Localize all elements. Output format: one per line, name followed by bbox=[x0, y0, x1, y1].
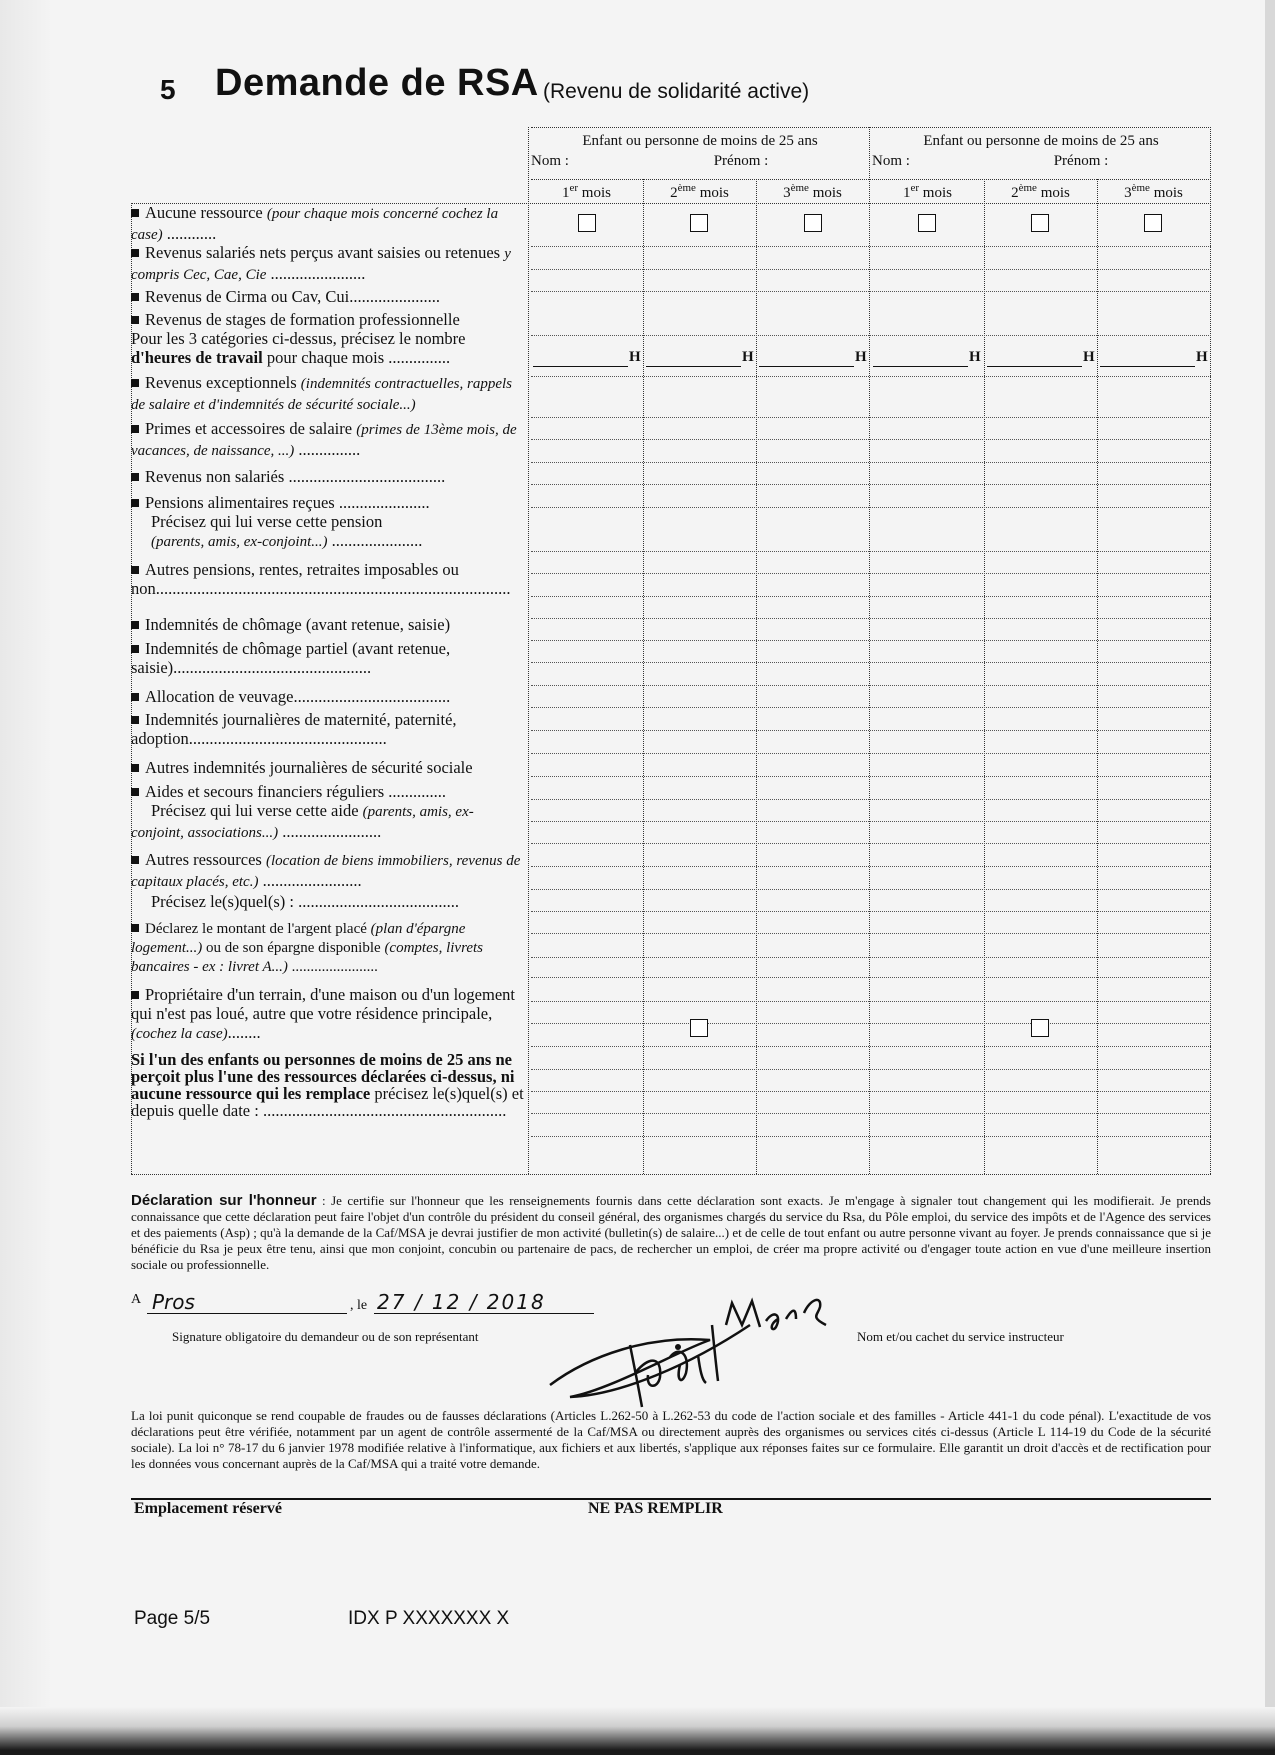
row-separator bbox=[531, 685, 1211, 686]
label-text: Autres indemnités journalières de sécurité sociale bbox=[145, 758, 473, 777]
col-divider bbox=[528, 127, 529, 1174]
label-text: pour chaque mois bbox=[262, 348, 385, 367]
month-word: mois bbox=[1040, 185, 1070, 201]
month-header-4 bbox=[871, 182, 984, 202]
month-sup: ème bbox=[1018, 182, 1037, 194]
bullet-icon bbox=[131, 499, 139, 507]
hours-unit: H bbox=[1196, 349, 1208, 365]
label-bold: Si l'un des enfants ou personnes de moins de 25 ans ne perçoit plus l'une des ressources déclarées ci-dessus, ni aucune ressource qui les remplace bbox=[131, 1050, 515, 1103]
bullet-icon bbox=[131, 473, 139, 481]
hours-unit: H bbox=[629, 349, 641, 365]
no-resource-checkbox-c1-m1[interactable] bbox=[578, 214, 596, 232]
label-dots: ...................... bbox=[327, 531, 423, 550]
bullet-icon bbox=[131, 425, 139, 433]
label-italic: (plan d'épargne logement...) bbox=[131, 921, 466, 956]
label-text: précisez le(s)quel(s) et depuis quelle date : bbox=[131, 1084, 524, 1120]
row-other-daily-allowances bbox=[131, 758, 526, 777]
label-text: Pour les 3 catégories ci-dessus, précisez le nombre bbox=[131, 329, 466, 348]
reserved-area-label: Emplacement réservé bbox=[134, 1500, 282, 1517]
label-italic: (primes de 13ème mois, de vacances, de naissance, ...) bbox=[131, 422, 517, 459]
label-dots: ....................... bbox=[287, 959, 378, 975]
hours-field-c2-m3[interactable] bbox=[1100, 366, 1195, 367]
child-1-header: Enfant ou personne de moins de 25 ans bbox=[582, 133, 818, 149]
declaration-text: : Je certifie sur l'honneur que les renseignements fournis dans cette déclaration sont exacts. Je m'engage à signaler tout changement qui les modifierait. Je prends connaissance que cette déclaration peut faire l'objet d'un contrôle du président du conseil général, des organismes chargés du service du Rsa, du Pôle emploi, du service des impôts et de l'Agence des services et des paiements (Asp) ; qu'à la demande de la Caf/MSA je devrai justifier de mon activité (bulletin(s) de salaire...) et de celle de tout enfant ou autre personne vivant au foyer. Je prends connaissance que si je bénéficie du Rsa je peux être tenu, ainsi que mon conjoint, concubin ou partenaire de pacs, de rechercher un emploi, de créer ma propre activité ou d'engager toute action en vue d'une meilleure insertion sociale ou professionnelle. bbox=[131, 1193, 1211, 1272]
child-2-prenom-label: Prénom : bbox=[1053, 153, 1109, 169]
row-separator bbox=[531, 799, 1211, 800]
no-resource-checkbox-c1-m3[interactable] bbox=[804, 214, 822, 232]
page-subtitle: (Revenu de solidarité active) bbox=[543, 80, 810, 103]
label-dots: ............... bbox=[384, 348, 451, 367]
label-text: Précisez le(s)quel(s) : bbox=[151, 892, 299, 911]
month-word: mois bbox=[922, 185, 952, 201]
col-divider bbox=[869, 127, 870, 1174]
row-separator bbox=[531, 335, 1211, 336]
label-dots: ........................................................... bbox=[262, 1101, 507, 1120]
no-resource-checkbox-c1-m2[interactable] bbox=[690, 214, 708, 232]
label-text: Déclarez le montant de l'argent placé bbox=[145, 921, 371, 937]
bullet-icon bbox=[131, 621, 139, 629]
scan-edge-left bbox=[0, 0, 52, 1755]
row-savings bbox=[131, 920, 526, 977]
month-sup: ème bbox=[790, 182, 809, 194]
hours-field-c1-m1[interactable] bbox=[533, 366, 628, 367]
row-separator bbox=[531, 596, 1211, 597]
row-stopped-resources bbox=[131, 1051, 526, 1119]
bullet-icon bbox=[131, 566, 139, 574]
label-dots: ................................................ bbox=[173, 658, 372, 677]
row-widowhood bbox=[131, 687, 526, 706]
resources-table bbox=[131, 127, 1211, 1174]
declaration-title: Déclaration sur l'honneur bbox=[131, 1192, 317, 1209]
label-dots: ...................... bbox=[349, 287, 440, 306]
label-dots: ...................................... bbox=[293, 687, 451, 706]
header-divider bbox=[531, 179, 1211, 180]
bullet-icon bbox=[131, 856, 139, 864]
month-word: mois bbox=[812, 185, 842, 201]
bullet-icon bbox=[131, 991, 139, 999]
label-italic: (indemnités contractuelles, rappels de salaire et d'indemnités de sécurité sociale...) bbox=[131, 376, 513, 413]
child-2-nom-label: Nom : bbox=[872, 153, 910, 169]
label-italic: (parents, amis, ex-conjoint, associations...) bbox=[131, 804, 474, 841]
row-non-salaried bbox=[131, 467, 526, 486]
row-bonuses bbox=[131, 419, 526, 461]
row-separator bbox=[531, 662, 1211, 663]
service-stamp-label: Nom et/ou cachet du service instructeur bbox=[857, 1329, 1064, 1344]
label-text: Précisez qui lui verse cette pension bbox=[151, 512, 383, 531]
col-divider bbox=[643, 179, 644, 1174]
child-1-prenom-label: Prénom : bbox=[713, 153, 769, 169]
row-exceptional bbox=[131, 373, 526, 415]
row-separator bbox=[531, 573, 1211, 574]
hours-unit: H bbox=[742, 349, 754, 365]
label-text: Primes et accessoires de salaire bbox=[145, 419, 357, 438]
row-property bbox=[131, 985, 526, 1044]
row-net-salary bbox=[131, 243, 526, 285]
document-index: IDX P XXXXXXX X bbox=[348, 1608, 510, 1629]
row-separator bbox=[531, 977, 1211, 978]
month-sup: er bbox=[910, 182, 920, 194]
label-bold: d'heures de travail bbox=[131, 348, 263, 367]
row-financial-aid bbox=[131, 782, 526, 843]
table-top-border bbox=[531, 127, 1211, 128]
month-header-1 bbox=[530, 182, 643, 202]
place-field[interactable]: Pros bbox=[152, 1290, 195, 1314]
label-dots: ................................................ bbox=[188, 729, 387, 748]
row-no-resource bbox=[131, 203, 526, 245]
do-not-fill-label: NE PAS REMPLIR bbox=[588, 1500, 723, 1517]
row-separator bbox=[531, 640, 1211, 641]
row-separator bbox=[531, 866, 1211, 867]
label-dots: ........................ bbox=[278, 822, 382, 841]
row-training bbox=[131, 310, 526, 367]
label-italic: (pour chaque mois concerné cochez la case) bbox=[131, 206, 499, 243]
label-italic: (parents, amis, ex-conjoint...) bbox=[151, 534, 328, 550]
row-alimony bbox=[131, 493, 526, 552]
date-label: , le bbox=[350, 1298, 368, 1313]
row-unemployment bbox=[131, 615, 526, 634]
row-separator bbox=[531, 933, 1211, 934]
label-dots: ....................... bbox=[266, 264, 366, 283]
row-separator bbox=[531, 618, 1211, 619]
label-italic: (cochez la case) bbox=[131, 1026, 228, 1042]
label-dots: ........ bbox=[227, 1023, 261, 1042]
row-separator bbox=[531, 1001, 1211, 1002]
no-resource-checkbox-c2-m1[interactable] bbox=[918, 214, 936, 232]
label-text: Revenus salariés nets perçus avant saisies ou retenues bbox=[145, 243, 505, 262]
row-cirma bbox=[131, 287, 526, 306]
page-title: Demande de RSA bbox=[215, 62, 539, 104]
row-separator bbox=[531, 843, 1211, 844]
legal-notice: La loi punit quiconque se rend coupable de fraudes ou de fausses déclarations (Articles L.262-50 à L.262-53 du code de l'action sociale et des familles - Article 441-1 du code pénal). L'exactitude de vos déclarations peut être vérifiée, notamment par un agent de contrôle assermenté de la Caf/MSA ou directement auprès des organismes ou services cités ci-dessus (Article L 114-19 du Code de la sécurité sociale). La loi n° 78-17 du 6 janvier 1978 modifiée relative à l'informatique, aux fichiers et aux libertés, s'applique aux réponses faites sur ce formulaire. Elle garantit un droit d'accès et de rectification pour les données vous concernant auprès de la Caf/MSA qui a traité votre demande. bbox=[131, 1408, 1211, 1471]
bullet-icon bbox=[131, 693, 139, 701]
month-word: mois bbox=[581, 185, 611, 201]
row-separator bbox=[531, 889, 1211, 890]
label-dots: ........................ bbox=[258, 871, 362, 890]
label-dots: ...................................... bbox=[288, 467, 446, 486]
label-text: Indemnités de chômage (avant retenue, saisie) bbox=[145, 615, 451, 634]
scan-shadow-bottom bbox=[0, 1707, 1275, 1755]
hours-field-c1-m3[interactable] bbox=[759, 366, 854, 367]
row-other-pensions bbox=[131, 560, 526, 598]
col-divider bbox=[984, 179, 985, 1174]
row-separator bbox=[531, 1136, 1211, 1137]
month-num: 2 bbox=[1011, 185, 1019, 201]
bullet-icon bbox=[131, 293, 139, 301]
label-text: Précisez qui lui verse cette aide bbox=[151, 801, 363, 820]
row-separator bbox=[531, 776, 1211, 777]
child-1-nom-label: Nom : bbox=[531, 153, 569, 169]
row-separator bbox=[531, 417, 1211, 418]
month-sup: ème bbox=[1131, 182, 1150, 194]
label-bold: Aucune bbox=[145, 203, 197, 222]
row-separator bbox=[531, 1113, 1211, 1114]
row-separator bbox=[531, 462, 1211, 463]
property-checkbox-child-1[interactable] bbox=[690, 1019, 708, 1037]
label-text: Propriétaire d'un terrain, d'une maison ou d'un logement qui n'est pas loué, autre que votre résidence principale, bbox=[131, 985, 515, 1023]
label-dots: ...................................................................................... bbox=[155, 579, 511, 598]
month-header-3 bbox=[756, 182, 869, 202]
table-bottom-border bbox=[131, 1174, 1211, 1175]
row-separator bbox=[531, 1069, 1211, 1070]
month-header-2 bbox=[643, 182, 756, 202]
label-text: Indemnités de chômage partiel (avant retenue, saisie) bbox=[131, 639, 451, 677]
label-text: Revenus de stages de formation professionnelle bbox=[145, 310, 460, 329]
child-2-header: Enfant ou personne de moins de 25 ans bbox=[923, 133, 1159, 149]
declaration-on-honour bbox=[131, 1193, 1211, 1273]
table-right-border bbox=[1210, 127, 1211, 1174]
hours-unit: H bbox=[1083, 349, 1095, 365]
place-label: A bbox=[131, 1292, 142, 1307]
label-text: Revenus non salariés bbox=[145, 467, 289, 486]
label-text: Revenus de Cirma ou Cav, Cui bbox=[145, 287, 350, 306]
scan-edge-right bbox=[1265, 0, 1275, 1755]
month-num: 3 bbox=[783, 185, 791, 201]
bullet-icon bbox=[131, 788, 139, 796]
hours-field-c1-m2[interactable] bbox=[646, 366, 741, 367]
date-field[interactable]: 27 / 12 / 2018 bbox=[377, 1290, 546, 1314]
signature-label: Signature obligatoire du demandeur ou de son représentant bbox=[172, 1329, 479, 1344]
row-separator bbox=[531, 753, 1211, 754]
label-text: Autres pensions, rentes, retraites imposables ou non bbox=[131, 560, 459, 598]
bullet-icon bbox=[131, 249, 139, 257]
label-text: Indemnités journalières de maternité, paternité, adoption bbox=[131, 710, 457, 748]
label-dots: ...................... bbox=[338, 493, 430, 512]
month-num: 3 bbox=[1124, 185, 1132, 201]
label-text: Autres ressources bbox=[145, 850, 266, 869]
row-separator bbox=[531, 1023, 1211, 1024]
month-sup: ème bbox=[677, 182, 696, 194]
row-partial-unemployment bbox=[131, 639, 526, 677]
no-resource-checkbox-c2-m3[interactable] bbox=[1144, 214, 1162, 232]
no-resource-checkbox-c2-m2[interactable] bbox=[1031, 214, 1049, 232]
label-dots: ............... bbox=[294, 440, 361, 459]
col-divider bbox=[1097, 179, 1098, 1174]
month-num: 2 bbox=[670, 185, 678, 201]
handwritten-signature bbox=[530, 1285, 860, 1415]
label-italic: y compris Cec, Cae, Cie bbox=[131, 246, 511, 283]
hours-unit: H bbox=[969, 349, 981, 365]
label-text: ou de son épargne disponible bbox=[202, 940, 385, 956]
label-dots: ............ bbox=[162, 224, 217, 243]
row-separator bbox=[531, 439, 1211, 440]
month-header-6 bbox=[1097, 182, 1210, 202]
label-text: Aides et secours financiers réguliers bbox=[145, 782, 389, 801]
bullet-icon bbox=[131, 316, 139, 324]
bullet-icon bbox=[131, 716, 139, 724]
label-text: Revenus exceptionnels bbox=[145, 373, 301, 392]
row-separator bbox=[531, 707, 1211, 708]
row-separator bbox=[531, 1091, 1211, 1092]
hours-field-c2-m1[interactable] bbox=[873, 366, 968, 367]
row-separator bbox=[531, 730, 1211, 731]
row-separator bbox=[531, 507, 1211, 508]
place-underline bbox=[147, 1313, 347, 1314]
row-separator bbox=[531, 821, 1211, 822]
row-separator bbox=[531, 269, 1211, 270]
row-separator bbox=[531, 291, 1211, 292]
row-separator bbox=[531, 1046, 1211, 1047]
month-num: 1 bbox=[903, 185, 911, 201]
bullet-icon bbox=[131, 645, 139, 653]
month-num: 1 bbox=[562, 185, 570, 201]
label-text: ressource bbox=[196, 203, 267, 222]
row-separator bbox=[531, 376, 1211, 377]
hours-field-c2-m2[interactable] bbox=[987, 366, 1082, 367]
row-maternity bbox=[131, 710, 526, 748]
label-italic: (location de biens immobiliers, revenus de capitaux placés, etc.) bbox=[131, 853, 521, 890]
label-italic: (comptes, livrets bancaires - ex : livret A...) bbox=[131, 940, 484, 975]
row-other-resources bbox=[131, 850, 526, 911]
row-separator bbox=[531, 246, 1211, 247]
section-number: 5 bbox=[160, 74, 176, 105]
row-separator bbox=[531, 484, 1211, 485]
row-separator bbox=[531, 551, 1211, 552]
label-dots: ....................................... bbox=[298, 892, 459, 911]
hours-unit: H bbox=[855, 349, 867, 365]
row-separator bbox=[531, 957, 1211, 958]
month-word: mois bbox=[1153, 185, 1183, 201]
property-checkbox-child-2[interactable] bbox=[1031, 1019, 1049, 1037]
month-sup: er bbox=[569, 182, 579, 194]
label-dots: .............. bbox=[388, 782, 447, 801]
bullet-icon bbox=[131, 209, 139, 217]
bullet-icon bbox=[131, 924, 139, 932]
page-number: Page 5/5 bbox=[134, 1608, 211, 1629]
bullet-icon bbox=[131, 379, 139, 387]
month-word: mois bbox=[699, 185, 729, 201]
label-text: Allocation de veuvage bbox=[145, 687, 294, 706]
row-separator bbox=[531, 911, 1211, 912]
col-divider bbox=[756, 179, 757, 1174]
bullet-icon bbox=[131, 764, 139, 772]
label-text: Pensions alimentaires reçues bbox=[145, 493, 339, 512]
month-header-5 bbox=[984, 182, 1097, 202]
